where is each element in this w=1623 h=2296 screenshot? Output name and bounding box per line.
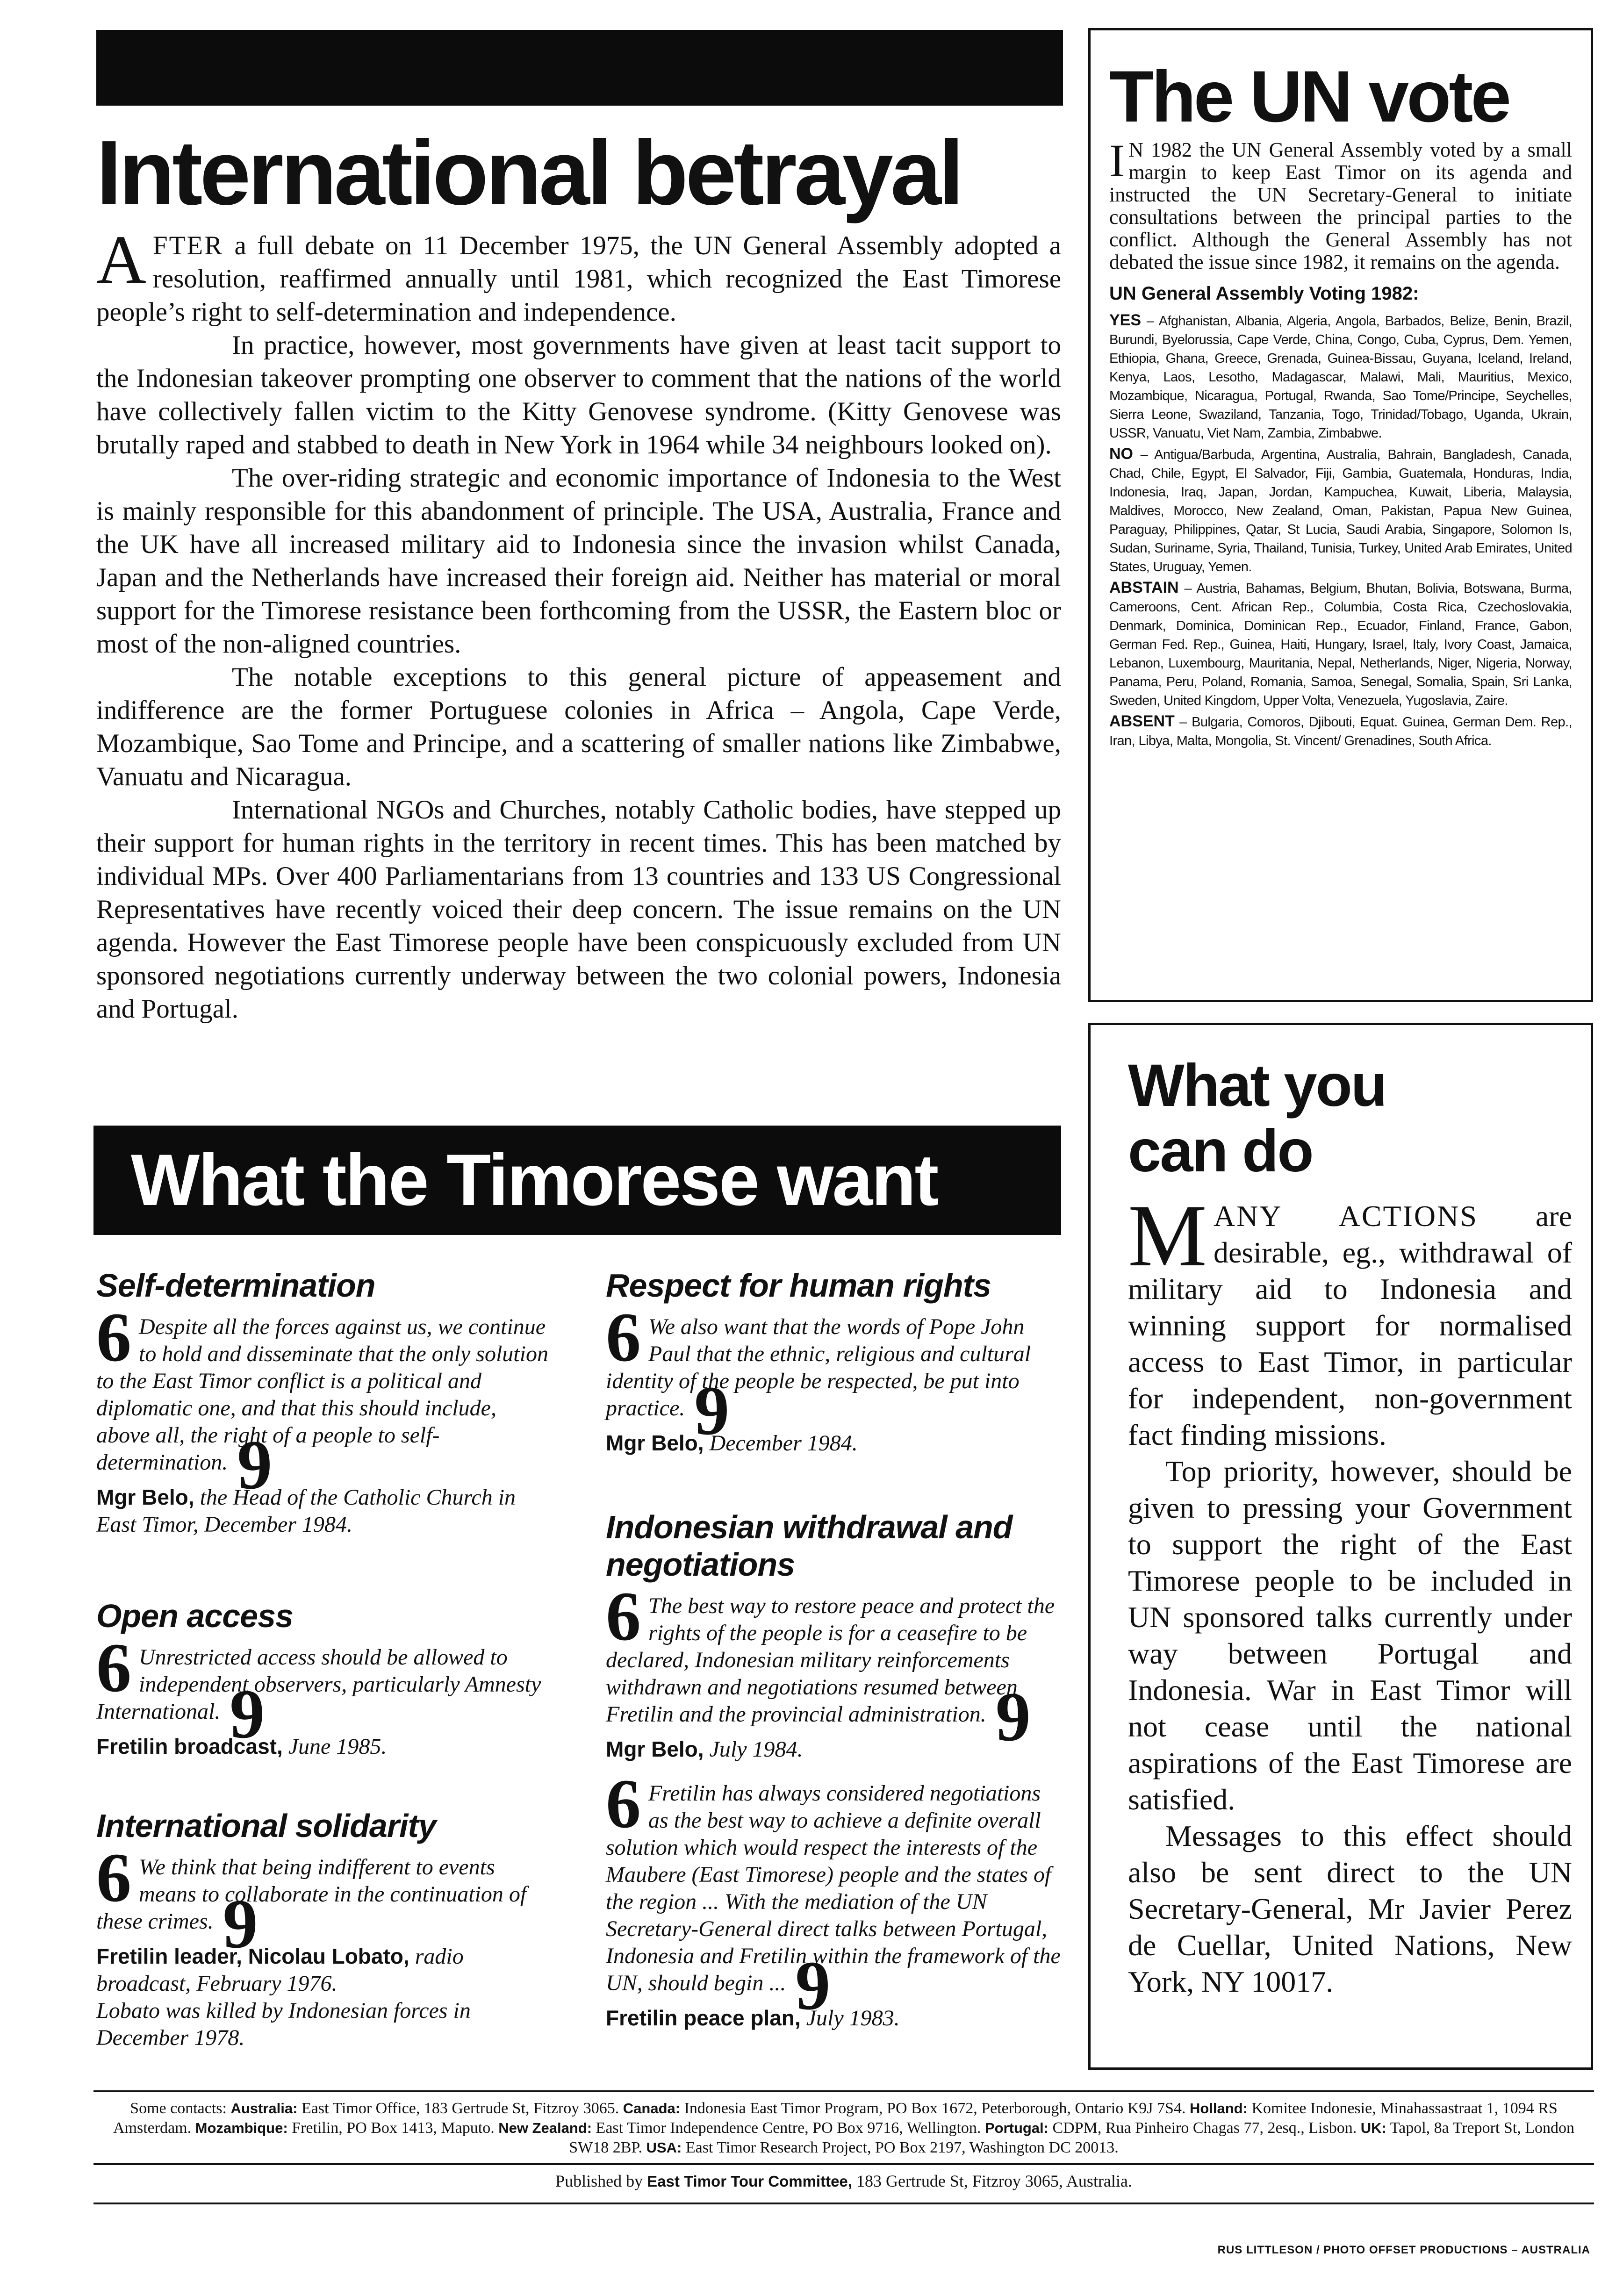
vote-absent: ABSENT – Bulgaria, Comoros, Djibouti, Equat. Guinea, German Dem. Rep., Iran, Libya, Malta, Mongolia, St. Vincent/ Grenadines, South Africa. bbox=[1109, 712, 1572, 748]
voting-subheading: UN General Assembly Voting 1982: bbox=[1109, 283, 1419, 304]
article-body bbox=[96, 222, 1062, 1026]
publisher-line: Published by East Timor Tour Committee, 183 Gertrude St, Fitzroy 3065, Australia. bbox=[555, 2172, 1132, 2190]
close-quote-mark: 9 bbox=[237, 1426, 273, 1504]
open-quote-mark: 6 bbox=[96, 1299, 131, 1376]
dropcap: I bbox=[1109, 135, 1125, 187]
dropcap: M bbox=[1128, 1187, 1207, 1285]
article-paragraph-5: International NGOs and Churches, notably Catholic bodies, have stepped up their support for human rights in the territory in recent times. This has been matched by individual MPs. Over 400 Parliamentarians from 13 countries and 133 US Congressional Representatives have recently voiced their deep concern. The issue remains on the UN agenda. However the East Timorese people have been conspicuously excluded from UN sponsored negotiations currently underway between the two colonial powers, Indonesia and Portugal. bbox=[96, 795, 1061, 1024]
quote-peace-plan: 6 Fretilin has always considered negotiations as the best way to achieve a definite overall solution which would respect the interests of the Maubere (East Timorese) people and the states of the region ... With the mediation of the UN Secretary-General direct talks between Portugal, Indonesia and Fretilin within the framework of the UN, should begin ... 9 Fretilin peace plan, July 1983. bbox=[606, 1780, 1064, 2032]
close-quote-mark: 9 bbox=[230, 1675, 265, 1753]
open-quote-mark: 6 bbox=[606, 1299, 641, 1376]
quote-attribution: Fretilin peace plan, July 1983. bbox=[606, 2006, 900, 2031]
quote-heading: Indonesian withdrawal and negotiations bbox=[606, 1509, 1013, 1583]
what-you-can-do-body: MANY ACTIONS are desirable, eg., withdrawal of military aid to Indonesia and winning support for normalised access to East Timor, in particular for independent, non-government fact finding missions. Top priority, however, should be given to pressing your Government to support the right of the East Timorese people to be included in UN sponsored talks currently under way between Portugal and Indonesia. War in East Timor will not cease until the national aspirations of the East Timorese are satisfied. Messages to this effect should also be sent direct to the UN Secretary-General, Mr Javier Perez de Cuellar, United Nations, New York, NY 10017. bbox=[1128, 1187, 1573, 1998]
close-quote-mark: 9 bbox=[223, 1885, 258, 1963]
article-paragraph-3: The over-riding strategic and economic importance of Indonesia to the West is mainly responsible for this abandonment of principle. The USA, Australia, France and the UK have all increased military aid to Indonesia since the invasion whilst Canada, Japan and the Netherlands have increased their foreign aid. Neither has material or moral support for the Timorese resistance been forthcoming from the USSR, the Eastern bloc or most of the non-aligned countries. bbox=[96, 463, 1061, 659]
quotes-right-column bbox=[606, 1267, 1064, 2032]
quote-international-solidarity: International solidarity 6 We think that being indifferent to events means to collaborate in the continuation of these crimes. 9 Fretilin leader, Nicolau Lobato, radio broadcast, February 1976. Lobato was killed by Indonesian forces in December 1978. bbox=[96, 1807, 554, 2052]
contacts-list: Some contacts: Australia: East Timor Office, 183 Gertrude St, Fitzroy 3065. Canada: Indonesia East Timor Program, PO Box 1672, Peterborough, Ontario K9J 7S4. Holland: Komitee Indonesie, Minahassastraat 1, 1094 RS Amsterdam. Mozambique: Fretilin, PO Box 1413, Maputo. New Zealand: East Timor Independence Centre, PO Box 9716, Wellington. Portugal: CDPM, Rua Pinheiro Chagas 77, 2esq., Lisbon. UK: Tapol, 8a Treport St, London SW18 2BP. USA: East Timor Research Project, PO Box 2197, Washington DC 20013. bbox=[113, 2100, 1575, 2156]
vote-abstain: ABSTAIN – Austria, Bahamas, Belgium, Bhutan, Bolivia, Botswana, Burma, Cameroons, Cent. African Rep., Columbia, Costa Rica, Czechoslovakia, Denmark, Dominica, Dominican Rep., Ecuador, Finland, France, Gabon, German Fed. Rep., Guinea, Haiti, Hungary, Israel, Italy, Ivory Coast, Jamaica, Lebanon, Luxembourg, Mauritania, Nepal, Netherlands, Niger, Nigeria, Norway, Panama, Peru, Poland, Romania, Samoa, Senegal, Somalia, Spain, Sri Lanka, Sweden, United Kingdom, Upper Volta, Venezuela, Yugoslavia, Zaire. bbox=[1109, 579, 1572, 708]
section-banner-title: What the Timorese want bbox=[131, 1140, 938, 1221]
quote-self-determination: Self-determination 6 Despite all the forces against us, we continue to hold and disseminate that the only solution to the East Timor conflict is a political and diplomatic one, and that this should include, above all, the right of a people to self-determination. 9 Mgr Belo, the Head of the Catholic Church in East Timor, December 1984. bbox=[96, 1267, 554, 1538]
footer-rule bbox=[93, 2090, 1594, 2092]
article-title: International betrayal bbox=[96, 122, 962, 224]
what-you-can-do-box bbox=[1088, 1023, 1593, 2070]
quote-attribution: Mgr Belo, the Head of the Catholic Church in East Timor, December 1984. bbox=[96, 1485, 516, 1537]
un-vote-box bbox=[1088, 28, 1593, 1002]
quotes-left-column bbox=[96, 1267, 554, 2052]
article-paragraph-4: The notable exceptions to this general picture of appeasement and indifference are the former Portuguese colonies in Africa – Angola, Cape Verde, Mozambique, Sao Tome and Principe, and a scattering of smaller nations like Zimbabwe, Vanuatu and Nicaragua. bbox=[96, 662, 1061, 791]
un-vote-intro: I N 1982 the UN General Assembly voted by a small margin to keep East Timor on its agenda and instructed the UN Secretary-General to initiate consultations between the principal parties to the conflict. Although the General Assembly has not debated the issue since 1982, it remains on the agenda. bbox=[1109, 135, 1572, 273]
quote-heading: Open access bbox=[96, 1598, 293, 1634]
close-quote-mark: 9 bbox=[694, 1372, 730, 1449]
vote-yes: YES – Afghanistan, Albania, Algeria, Angola, Barbados, Belize, Benin, Brazil, Burundi, Byelorussia, Cape Verde, China, Congo, Cuba, Cyprus, Dem. Yemen, Ethiopia, Ghana, Greece, Grenada, Guinea-Bissau, Guyana, Iceland, Ireland, Kenya, Laos, Lesotho, Madagascar, Malawi, Mali, Mauritius, Mexico, Mozambique, Nicaragua, Portugal, Rwanda, Sao Tome/Principe, Seychelles, Sierra Leone, Swaziland, Tanzania, Togo, Trinidad/Tobago, Uganda, Ukrain, USSR, Vanuatu, Viet Nam, Zambia, Zimbabwe. bbox=[1109, 311, 1573, 441]
open-quote-mark: 6 bbox=[96, 1839, 131, 1916]
article-paragraph-2: In practice, however, most governments have given at least tacit support to the Indonesian takeover prompting one observer to comment that the nations of the world have collectively fallen victim to the Kitty Genovese syndrome. (Kitty Genovese was brutally raped and stabbed to death in New York in 1964 while 34 neighbours looked on). bbox=[96, 330, 1061, 459]
quote-attribution: Fretilin leader, Nicolau Lobato, radio broadcast, February 1976. bbox=[96, 1944, 464, 1996]
un-vote-title: The UN vote bbox=[1109, 56, 1509, 137]
close-quote-mark: 9 bbox=[795, 1947, 831, 2024]
quote-heading: International solidarity bbox=[96, 1808, 436, 1844]
quote-attribution: Mgr Belo, December 1984. bbox=[606, 1431, 858, 1456]
quote-human-rights: Respect for human rights 6 We also want that the words of Pope John Paul that the ethnic, religious and cultural identity of the people be respected, be put into practice. 9 Mgr Belo, December 1984. bbox=[606, 1267, 1064, 1457]
quote-note: Lobato was killed by Indonesian forces in December 1978. bbox=[96, 1998, 471, 2050]
quote-attribution: Fretilin broadcast, June 1985. bbox=[96, 1734, 387, 1759]
open-quote-mark: 6 bbox=[96, 1629, 131, 1707]
quote-withdrawal: Indonesian withdrawal and negotiations 6 The best way to restore peace and protect the rights of the people is for a ceasefire to be declared, Indonesian military reinforcements withdrawn and negotiations resumed between Fretilin and the provincial administration. 9 Mgr Belo, July 1984. bbox=[606, 1508, 1064, 1763]
open-quote-mark: 6 bbox=[606, 1765, 641, 1843]
header-black-bar bbox=[96, 30, 1063, 106]
quote-attribution: Mgr Belo, July 1984. bbox=[606, 1737, 803, 1762]
footer-rule bbox=[93, 2203, 1594, 2204]
quote-heading: Self-determination bbox=[96, 1267, 375, 1304]
what-you-can-do-title: What you can do bbox=[1128, 1052, 1386, 1184]
section-banner bbox=[93, 1126, 1061, 1235]
footer-rule bbox=[93, 2163, 1594, 2165]
quote-open-access: Open access 6 Unrestricted access should be allowed to independent observers, particularly Amnesty International. 9 Fretilin broadcast, June 1985. bbox=[96, 1597, 554, 1760]
printer-credit: RUS LITTLESON / PHOTO OFFSET PRODUCTIONS – AUSTRALIA bbox=[1217, 2244, 1590, 2256]
vote-no: NO – Antigua/Barbuda, Argentina, Australia, Bahrain, Bangladesh, Canada, Chad, Chile, Egypt, El Salvador, Fiji, Gambia, Guatemala, Honduras, India, Indonesia, Iraq, Japan, Jordan, Kampuchea, Kuwait, Liberia, Malaysia, Maldives, Morocco, New Zealand, Oman, Pakistan, Papua New Guinea, Paraguay, Philippines, Qatar, St Lucia, Saudi Arabia, Singapore, Solomon Is, Sudan, Suriname, Syria, Thailand, Tunisia, Turkey, United Arab Emirates, United States, Uruguay, Yemen. bbox=[1109, 445, 1572, 574]
open-quote-mark: 6 bbox=[606, 1578, 641, 1655]
quote-heading: Respect for human rights bbox=[606, 1267, 991, 1304]
article-paragraph-1: AFTER a full debate on 11 December 1975, the UN General Assembly adopted a resolution, reaffirmed annually until 1981, which recognized the East Timorese people’s right to self-determination and independence. bbox=[96, 222, 1062, 327]
close-quote-mark: 9 bbox=[995, 1678, 1031, 1756]
dropcap: A bbox=[96, 222, 146, 298]
